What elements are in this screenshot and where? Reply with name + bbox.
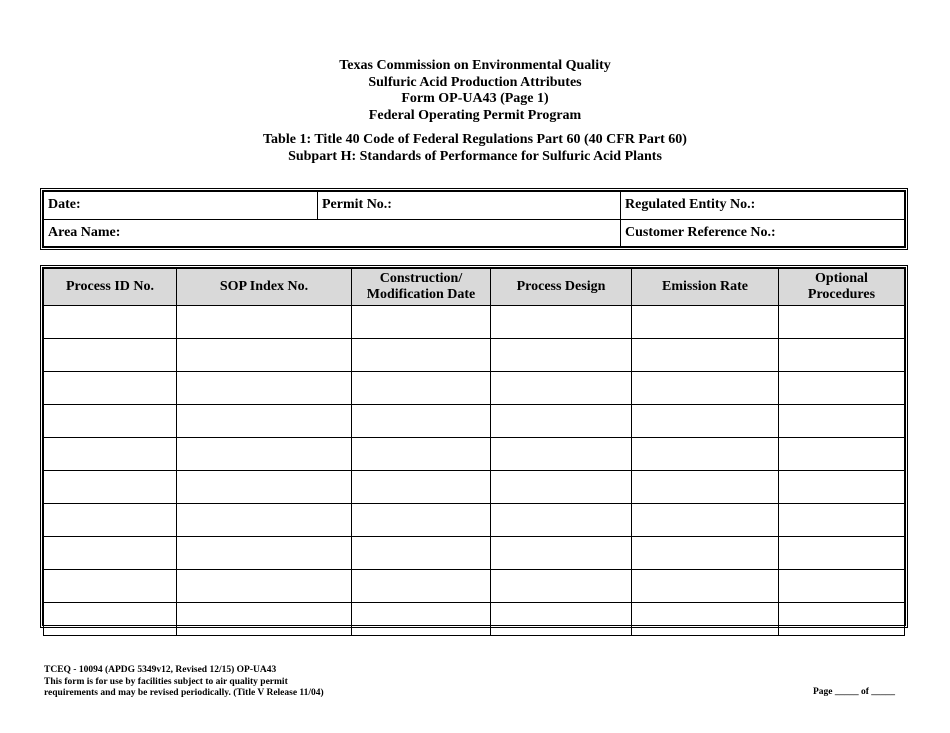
table-cell[interactable] [44,537,177,570]
table-cell[interactable] [632,438,779,471]
table-cell[interactable] [44,405,177,438]
table-cell[interactable] [491,372,632,405]
footer-note-line1: This form is for use by facilities subject to air quality permit [44,676,288,687]
table-subtitle: Subpart H: Standards of Performance for Sulfuric Acid Plants [288,148,662,164]
table-row [44,504,905,537]
table-cell[interactable] [352,504,491,537]
table-cell[interactable] [632,339,779,372]
table-cell[interactable] [177,537,352,570]
table-cell[interactable] [177,570,352,603]
form-header [0,58,950,165]
table-cell[interactable] [779,537,905,570]
table-row [44,438,905,471]
page-number: Page _____ of _____ [813,687,896,697]
table-cell[interactable] [632,537,779,570]
table-cell[interactable] [632,372,779,405]
table-cell[interactable] [491,504,632,537]
table-cell[interactable] [44,306,177,339]
col-optional-procedures: Optional Procedures [779,269,905,306]
table-cell[interactable] [491,603,632,636]
table-header-row [44,269,905,306]
form-subject: Sulfuric Acid Production Attributes [368,74,582,90]
table-cell[interactable] [352,339,491,372]
table-cell[interactable] [779,471,905,504]
table-cell[interactable] [632,471,779,504]
table-cell[interactable] [177,471,352,504]
attributes-table [40,265,908,628]
col-sop-index: SOP Index No. [177,269,352,306]
footer-note-line2: requirements and may be revised periodically. (Title V Release 11/04) [44,688,324,698]
col-emission-rate: Emission Rate [632,269,779,306]
col-construction-date-line2: Modification Date [366,287,476,302]
table-title: Table 1: Title 40 Code of Federal Regulations Part 60 (40 CFR Part 60) [263,132,687,147]
table-cell[interactable] [779,306,905,339]
table-cell[interactable] [632,504,779,537]
info-section [40,188,908,250]
program-name: Federal Operating Permit Program [368,107,582,123]
table-cell[interactable] [632,603,779,636]
table-cell[interactable] [779,570,905,603]
permit-field[interactable] [318,192,621,220]
table-body [44,306,905,636]
permit-label: Permit No.: [322,197,392,213]
table-cell[interactable] [779,603,905,636]
table-cell[interactable] [352,537,491,570]
table-cell[interactable] [44,438,177,471]
table-cell[interactable] [177,306,352,339]
table-cell[interactable] [632,570,779,603]
table-cell[interactable] [44,372,177,405]
table-cell[interactable] [177,438,352,471]
footer-form-id: TCEQ - 10094 (APDG 5349v12, Revised 12/15) OP-UA43 [44,665,277,675]
table-cell[interactable] [44,471,177,504]
table-cell[interactable] [632,405,779,438]
customer-reference-field[interactable] [621,219,905,247]
table-row [44,570,905,603]
regulated-entity-field[interactable] [621,192,905,220]
table-cell[interactable] [779,504,905,537]
date-field[interactable] [44,192,318,220]
table-cell[interactable] [491,570,632,603]
table-cell[interactable] [177,372,352,405]
table-cell[interactable] [779,339,905,372]
table-cell[interactable] [352,438,491,471]
table-cell[interactable] [779,372,905,405]
area-name-label: Area Name: [48,224,121,240]
table-cell[interactable] [177,504,352,537]
agency-title: Texas Commission on Environmental Quality [339,58,611,73]
form-footer [44,665,324,700]
table-cell[interactable] [352,570,491,603]
table-cell[interactable] [779,438,905,471]
table-cell[interactable] [352,405,491,438]
table-row [44,405,905,438]
table-row [44,306,905,339]
col-construction-date [352,269,491,306]
table-cell[interactable] [491,471,632,504]
table-cell[interactable] [352,306,491,339]
table-cell[interactable] [177,405,352,438]
col-process-design: Process Design [491,269,632,306]
col-construction-date-line1: Construction/ [379,271,463,286]
table-cell[interactable] [44,339,177,372]
table-cell[interactable] [44,570,177,603]
table-cell[interactable] [491,438,632,471]
table-cell[interactable] [352,603,491,636]
customer-reference-label: Customer Reference No.: [625,224,776,240]
table-row [44,603,905,636]
area-name-field[interactable] [44,219,621,247]
table-row [44,372,905,405]
table-cell[interactable] [177,339,352,372]
table-cell[interactable] [632,306,779,339]
form-number: Form OP-UA43 (Page 1) [401,91,549,106]
table-cell[interactable] [779,405,905,438]
table-cell[interactable] [352,471,491,504]
table-cell[interactable] [44,603,177,636]
table-cell[interactable] [177,603,352,636]
table-cell[interactable] [352,372,491,405]
table-cell[interactable] [491,405,632,438]
table-cell[interactable] [491,339,632,372]
date-label: Date: [48,197,81,213]
table-cell[interactable] [44,504,177,537]
table-row [44,537,905,570]
table-row [44,471,905,504]
table-row [44,339,905,372]
regulated-entity-label: Regulated Entity No.: [625,197,756,213]
table-cell[interactable] [491,306,632,339]
table-cell[interactable] [491,537,632,570]
col-process-id: Process ID No. [44,269,177,306]
